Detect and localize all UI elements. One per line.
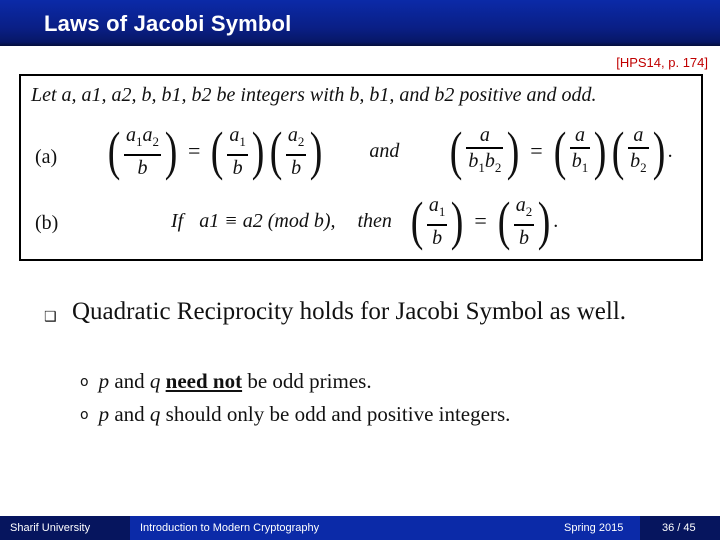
then-word: then bbox=[357, 209, 392, 232]
and-word: and bbox=[369, 139, 400, 162]
label-a: (a) bbox=[35, 146, 58, 168]
page-number: 36 / 45 bbox=[662, 522, 696, 534]
circle-bullet-icon: o bbox=[80, 374, 89, 390]
need-not-emphasis: need not bbox=[165, 369, 243, 393]
footer-term: Spring 2015 bbox=[564, 522, 624, 534]
main-bullet-text: Quadratic Reciprocity holds for Jacobi Symbol as well. bbox=[72, 298, 627, 325]
equation-b: If a1 ≡ a2 (mod b), then ( $\frac{a_1}{b}$ ) = ( $\frac{a_2}{b}$ ) . bbox=[171, 191, 559, 252]
sub-bullet-1: o p and q need not be odd primes. bbox=[80, 369, 372, 393]
footer bbox=[0, 516, 720, 540]
main-bullet bbox=[44, 296, 668, 328]
square-bullet-icon: ❑ bbox=[44, 309, 57, 325]
sub-bullet-2: o p and q should only be odd and positive integers. bbox=[80, 402, 511, 426]
congruence: a1 ≡ a2 (mod b), bbox=[199, 209, 336, 232]
footer-course: Introduction to Modern Cryptography bbox=[140, 522, 320, 534]
theorem-intro: Let a, a1, a2, b, b1, b2 be integers with b, b1, and b2 positive and odd. bbox=[31, 84, 597, 106]
slide-title: Laws of Jacobi Symbol bbox=[44, 11, 292, 36]
citation: [HPS14, p. 174] bbox=[616, 55, 708, 70]
circle-bullet-icon: o bbox=[80, 407, 89, 423]
footer-university: Sharif University bbox=[10, 522, 91, 534]
title-bar bbox=[0, 0, 720, 46]
label-b: (b) bbox=[35, 212, 59, 234]
theorem-box bbox=[19, 74, 703, 261]
equation-a: ( $\frac{a_1a_2}{b}$ ) = ( $\frac{a_1}{b}$ ) ( $\frac{a_2}{b}$ ) and ( $\frac{a}{b_1b_2}$ ) = ( $\frac{a}{b_1}$ ) ( $\frac{a}{b_2}$ ) . bbox=[107, 121, 673, 182]
if-word: If bbox=[171, 209, 184, 232]
